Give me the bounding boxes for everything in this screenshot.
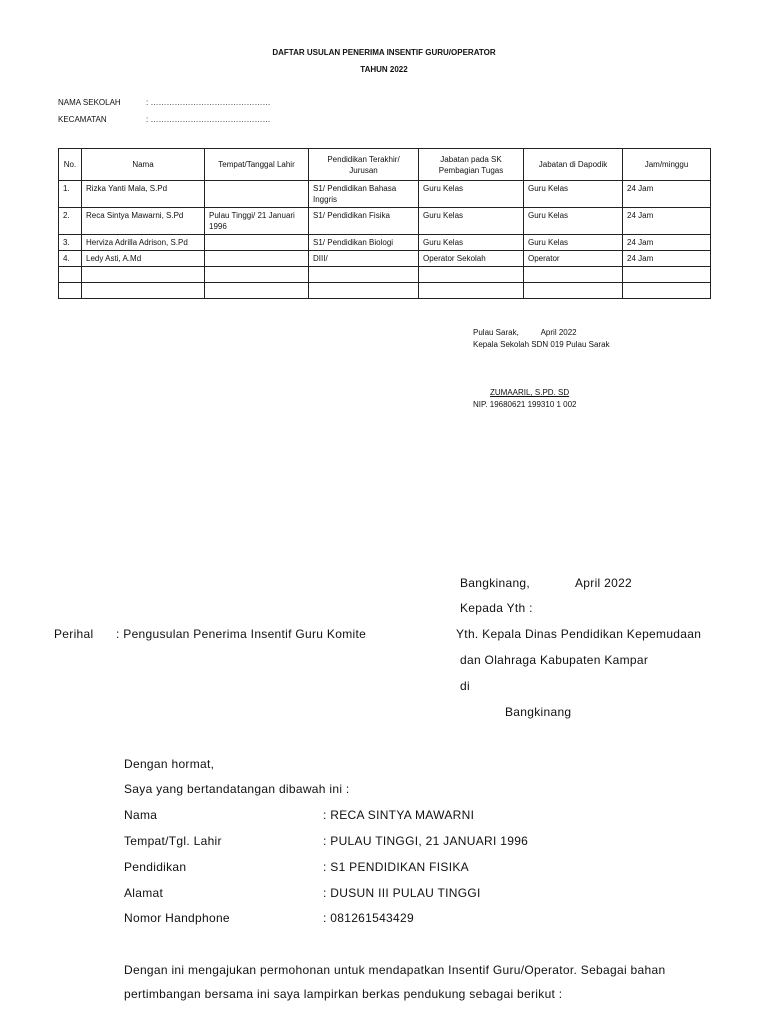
cell-hours: 24 Jam: [623, 181, 711, 208]
cell-name: Ledy Asti, A.Md: [82, 251, 205, 267]
cell-empty: [205, 267, 309, 283]
letter-to: Kepada Yth :: [460, 601, 533, 615]
signature-nip: NIP. 19680621 199310 1 002: [473, 400, 577, 409]
body-line-2: pertimbangan bersama ini saya lampirkan berkas pendukung sebagai berikut :: [124, 987, 563, 1001]
cell-dapodik-position: Guru Kelas: [524, 181, 623, 208]
recipient-di: di: [460, 679, 470, 693]
candidates-table: [58, 148, 711, 299]
signature-position: Kepala Sekolah SDN 019 Pulau Sarak: [473, 340, 610, 349]
document-year: TAHUN 2022: [360, 65, 408, 74]
cell-empty: [524, 267, 623, 283]
recipient-line-2: dan Olahraga Kabupaten Kampar: [460, 653, 649, 667]
cell-no: 2.: [59, 208, 82, 235]
cell-hours: 24 Jam: [623, 235, 711, 251]
col-header-education: Pendidikan Terakhir/ Jurusan: [309, 149, 419, 181]
cell-hours: 24 Jam: [623, 208, 711, 235]
cell-name: Reca Sintya Mawarni, S.Pd: [82, 208, 205, 235]
district-value: : ………………………………………: [146, 115, 271, 124]
field-value-birth: : PULAU TINGGI, 21 JANUARI 1996: [323, 834, 529, 848]
cell-dapodik-position: Guru Kelas: [524, 208, 623, 235]
field-label-address: Alamat: [124, 886, 164, 900]
cell-dapodik-position: Operator: [524, 251, 623, 267]
table-row: [59, 251, 711, 267]
cell-birth: [205, 181, 309, 208]
cell-education: S1/ Pendidikan Bahasa Inggris: [309, 181, 419, 208]
greeting: Dengan hormat,: [124, 757, 215, 771]
cell-empty: [623, 283, 711, 299]
field-label-name: Nama: [124, 808, 158, 822]
cell-empty: [82, 283, 205, 299]
col-header-birth: Tempat/Tanggal Lahir: [205, 149, 309, 181]
table-header-row: [59, 149, 711, 181]
cell-sk-position: Guru Kelas: [419, 181, 524, 208]
field-value-address: : DUSUN III PULAU TINGGI: [323, 886, 481, 900]
signature-place-date: Pulau Sarak, April 2022: [473, 328, 577, 337]
cell-dapodik-position: Guru Kelas: [524, 235, 623, 251]
field-value-phone: : 081261543429: [323, 911, 414, 925]
cell-sk-position: Operator Sekolah: [419, 251, 524, 267]
cell-empty: [59, 283, 82, 299]
table-row-empty: [59, 283, 711, 299]
cell-name: Rizka Yanti Mala, S.Pd: [82, 181, 205, 208]
cell-empty: [524, 283, 623, 299]
cell-empty: [623, 267, 711, 283]
cell-education: S1/ Pendidikan Biologi: [309, 235, 419, 251]
cell-empty: [419, 267, 524, 283]
cell-hours: 24 Jam: [623, 251, 711, 267]
cell-birth: [205, 251, 309, 267]
cell-no: 1.: [59, 181, 82, 208]
col-header-dapodik-position: Jabatan di Dapodik: [524, 149, 623, 181]
recipient-city: Bangkinang: [505, 705, 572, 719]
cell-sk-position: Guru Kelas: [419, 208, 524, 235]
district-label: KECAMATAN: [58, 115, 107, 124]
table-row-empty: [59, 267, 711, 283]
cell-birth: [205, 235, 309, 251]
col-header-hours: Jam/minggu: [623, 149, 711, 181]
perihal-label: Perihal: [54, 627, 94, 641]
col-header-sk-position: Jabatan pada SK Pembagian Tugas: [419, 149, 524, 181]
document-title: DAFTAR USULAN PENERIMA INSENTIF GURU/OPERATOR: [272, 48, 496, 57]
field-label-phone: Nomor Handphone: [124, 911, 230, 925]
recipient-line-1: Yth. Kepala Dinas Pendidikan Kepemudaan: [456, 627, 702, 641]
cell-empty: [309, 283, 419, 299]
school-label: NAMA SEKOLAH: [58, 98, 121, 107]
intro: Saya yang bertandatangan dibawah ini :: [124, 782, 350, 796]
letter-place: Bangkinang,: [460, 576, 531, 590]
field-label-birth: Tempat/Tgl. Lahir: [124, 834, 222, 848]
cell-birth: Pulau Tinggi/ 21 Januari 1996: [205, 208, 309, 235]
cell-education: S1/ Pendidikan Fisika: [309, 208, 419, 235]
school-value: : ………………………………………: [146, 98, 271, 107]
body-line-1: Dengan ini mengajukan permohonan untuk mendapatkan Insentif Guru/Operator. Sebagai bahan: [124, 963, 666, 977]
table-row: [59, 181, 711, 208]
table-row: [59, 208, 711, 235]
cell-name: Herviza Adrilla Adrison, S.Pd: [82, 235, 205, 251]
cell-no: 4.: [59, 251, 82, 267]
field-value-education: : S1 PENDIDIKAN FISIKA: [323, 860, 469, 874]
col-header-name: Nama: [82, 149, 205, 181]
letter-date: April 2022: [575, 576, 633, 590]
cell-empty: [82, 267, 205, 283]
signature-name: ZUMAARIL, S.PD. SD: [490, 388, 570, 397]
col-header-no: No.: [59, 149, 82, 181]
cell-empty: [205, 283, 309, 299]
cell-empty: [419, 283, 524, 299]
table-row: [59, 235, 711, 251]
cell-no: 3.: [59, 235, 82, 251]
cell-education: DIII/: [309, 251, 419, 267]
perihal-value: : Pengusulan Penerima Insentif Guru Komite: [116, 627, 367, 641]
cell-empty: [59, 267, 82, 283]
cell-sk-position: Guru Kelas: [419, 235, 524, 251]
field-value-name: : RECA SINTYA MAWARNI: [323, 808, 475, 822]
field-label-education: Pendidikan: [124, 860, 187, 874]
cell-empty: [309, 267, 419, 283]
